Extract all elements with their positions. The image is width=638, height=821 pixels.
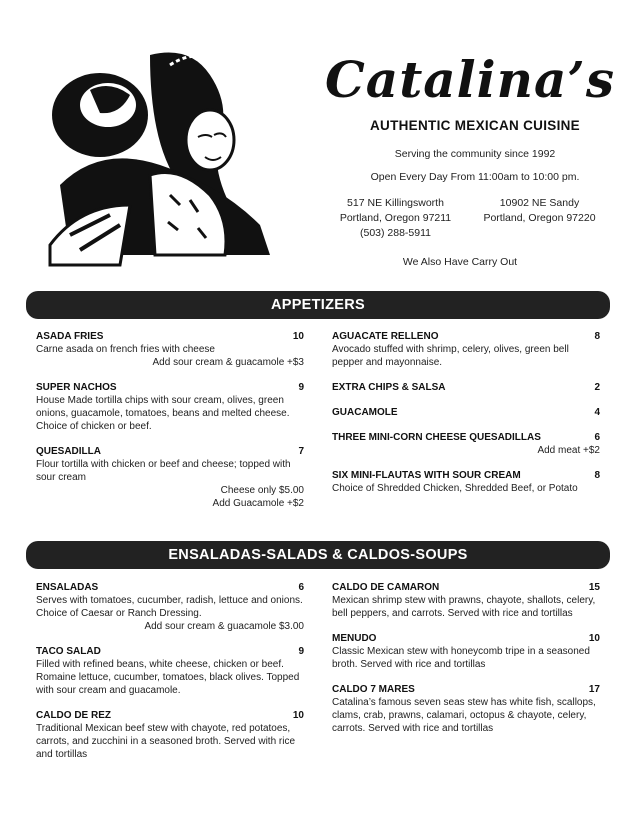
salads-left-column [36, 581, 304, 773]
menu-item-header [36, 381, 304, 394]
salads-right-column [332, 581, 600, 747]
menu-item-name: EXTRA CHIPS & SALSA [332, 382, 446, 393]
menu-item-price: 9 [298, 382, 304, 393]
menu-item-price: 17 [588, 684, 600, 695]
menu-item-note: Cheese only $5.00 [220, 485, 304, 496]
menu-item-name: CALDO 7 MARES [332, 684, 415, 695]
menu-item-header [332, 683, 600, 696]
location-2-city: Portland, Oregon 97220 [483, 212, 596, 224]
menu-item-price: 6 [298, 582, 304, 593]
menu-item [332, 469, 600, 495]
menu-item-name: GUACAMOLE [332, 407, 398, 418]
menu-item-description: Serves with tomatoes, cucumber, radish, lettuce and onions. Choice of Caesar or Ranch Dressing. [36, 595, 303, 619]
menu-item-name: AGUACATE RELLENO [332, 331, 439, 342]
menu-item-header [332, 431, 600, 444]
appetizers-heading: APPETIZERS [26, 291, 610, 319]
menu-item-description: Flour tortilla with chicken or beef and cheese; topped with sour cream [36, 459, 291, 483]
menu-item-header [332, 581, 600, 594]
menu-item-note: Add Guacamole +$2 [212, 498, 304, 509]
menu-item [36, 330, 304, 369]
menu-item-name: CALDO DE REZ [36, 710, 111, 721]
dancer-illustration [30, 45, 280, 275]
menu-item [332, 683, 600, 735]
menu-item-description: Choice of Shredded Chicken, Shredded Beef, or Potato [332, 483, 578, 494]
menu-item-note: Add meat +$2 [537, 445, 600, 456]
menu-item-header [332, 632, 600, 645]
menu-item-price: 4 [594, 407, 600, 418]
menu-item [36, 445, 304, 510]
menu-item-description: Mexican shrimp stew with prawns, chayote, shallots, celery, bell peppers, and carrots. Served with rice and tortillas [332, 595, 596, 619]
menu-item [36, 645, 304, 697]
menu-item [332, 330, 600, 369]
menu-item-description: Carne asada on french fries with cheese [36, 344, 215, 355]
location-1-phone: (503) 288-5911 [359, 227, 432, 239]
menu-item-price: 9 [298, 646, 304, 657]
menu-item-description: Avocado stuffed with shrimp, celery, olives, green bell pepper and mayonnaise. [332, 344, 569, 368]
hours-text: Open Every Day From 11:00am to 10:00 pm. [370, 171, 580, 183]
menu-item [36, 381, 304, 433]
menu-item-name: THREE MINI-CORN CHEESE QUESADILLAS [332, 432, 541, 443]
since-text: Serving the community since 1992 [394, 148, 556, 160]
menu-item-description: House Made tortilla chips with sour cream, olives, green onions, guacamole, tomatoes, beans and melted cheese. Choice of chicken or beef. [36, 395, 290, 432]
location-1-street: 517 NE Killingsworth [347, 197, 444, 209]
menu-item [36, 709, 304, 761]
appetizers-right-column [332, 330, 600, 507]
menu-item-name: SIX MINI-FLAUTAS WITH SOUR CREAM [332, 470, 521, 481]
menu-item-name: ENSALADAS [36, 582, 99, 593]
menu-item-name: ASADA FRIES [36, 331, 104, 342]
menu-item [332, 381, 600, 394]
menu-item-description: Filled with refined beans, white cheese, chicken or beef. Romaine lettuce, cucumber, tomatoes, black olives. Topped with sour cream and guacamole. [36, 659, 300, 696]
menu-item [332, 581, 600, 620]
menu-item-price: 8 [594, 331, 600, 342]
menu-item-header [36, 445, 304, 458]
location-2-street: 10902 NE Sandy [499, 197, 580, 209]
menu-item-description: Traditional Mexican beef stew with chayote, red potatoes, carrots, and zucchini in a seasoned broth. Served with rice and tortillas [36, 723, 296, 760]
menu-item [332, 406, 600, 419]
salads-soups-heading: ENSALADAS-SALADS & CALDOS-SOUPS [26, 541, 610, 569]
menu-item-name: QUESADILLA [36, 446, 101, 457]
menu-item-price: 15 [588, 582, 600, 593]
menu-item-price: 10 [292, 710, 304, 721]
menu-item-header [332, 406, 600, 419]
menu-item-header [332, 469, 600, 482]
menu-item-price: 10 [588, 633, 600, 644]
menu-item-note: Add sour cream & guacamole +$3 [152, 357, 304, 368]
location-1-city: Portland, Oregon 97211 [339, 212, 452, 224]
menu-item-description: Classic Mexican stew with honeycomb tripe in a seasoned broth. Served with rice and tortillas [332, 646, 590, 670]
appetizers-left-column [36, 330, 304, 522]
carryout-text: We Also Have Carry Out [402, 256, 518, 268]
menu-item-price: 2 [594, 382, 600, 393]
menu-item-header [36, 645, 304, 658]
menu-item-description: Catalina’s famous seven seas stew has white fish, scallops, clams, crab, prawns, calamari, octopus & chayote, celery, carrots. Served with rice and tortillas [332, 697, 596, 734]
menu-item-price: 7 [298, 446, 304, 457]
menu-item-note: Add sour cream & guacamole $3.00 [144, 621, 304, 632]
restaurant-logo: Catalina’s [325, 50, 615, 109]
location-1 [328, 196, 463, 241]
menu-item-header [36, 330, 304, 343]
location-2 [472, 196, 607, 226]
menu-item-header [36, 581, 304, 594]
tagline: AUTHENTIC MEXICAN CUISINE [369, 118, 580, 133]
menu-item [332, 431, 600, 457]
menu-item-name: MENUDO [332, 633, 377, 644]
menu-item-name: SUPER NACHOS [36, 382, 117, 393]
menu-item-price: 8 [594, 470, 600, 481]
menu-item-price: 10 [292, 331, 304, 342]
menu-item-header [36, 709, 304, 722]
menu-item-header [332, 330, 600, 343]
menu-item-price: 6 [594, 432, 600, 443]
menu-item-name: CALDO DE CAMARON [332, 582, 440, 593]
menu-item [36, 581, 304, 633]
menu-item-header [332, 381, 600, 394]
menu-item-name: TACO SALAD [36, 646, 101, 657]
menu-item [332, 632, 600, 671]
